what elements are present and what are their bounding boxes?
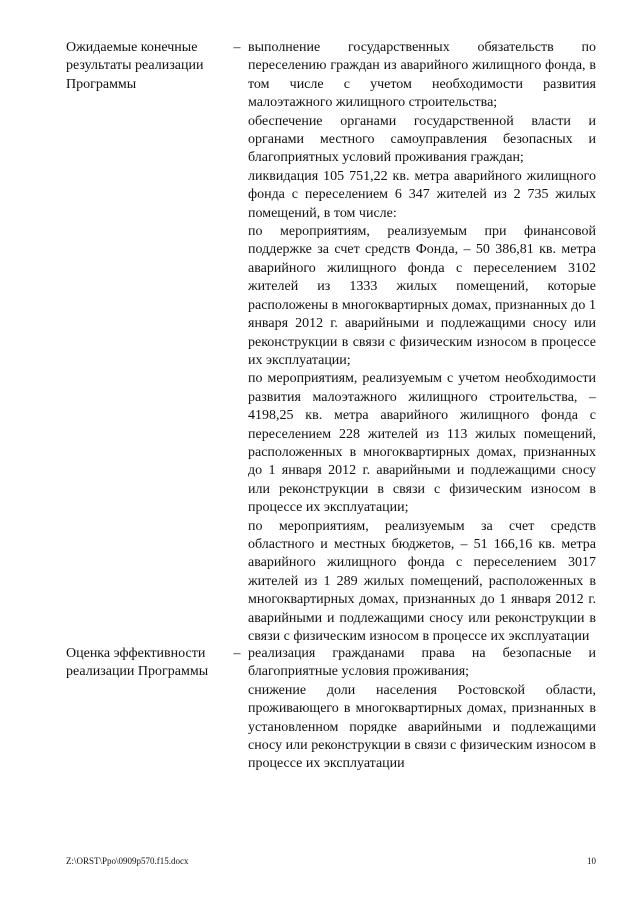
paragraph: по мероприятиям, реализуемым за счет средств областного и местных бюджетов, – 51 166,16 кв. метра аварийного жилищного фонда с переселением 3017 жителей из 1 289 жилых помещений, расположенных в многоквартирных домах, признанных до 1 января 2012 г. аварийными и подлежащими сносу или реконструкции в связи с физическим износом в процессе их эксплуатации xyxy=(248,518,596,644)
section-expected-results xyxy=(66,39,596,646)
section-content xyxy=(248,39,596,646)
paragraph: снижение доли населения Ростовской области, проживающего в многоквартирных домах, признанных в установленном порядке аварийными и подлежащими сносу или реконструкции в связи с физическим износом в процессе их эксплуатации xyxy=(248,682,596,772)
section-label: Ожидаемые конечные результаты реализации Программы xyxy=(66,40,204,92)
page-number: 10 xyxy=(587,856,596,866)
paragraph: выполнение государственных обязательств по переселению граждан из аварийного жилищного фонда, в том числе с учетом необходимости развития малоэтажного жилищного строительства; xyxy=(248,40,596,111)
paragraph: по мероприятиям, реализуемым при финансовой поддержке за счет средств Фонда, – 50 386,81 кв. метра аварийного жилищного фонда с переселением 3102 жителей из 1333 жилых помещений, которые расположены в многоквартирных домах, признанных до 1 января 2012 г. аварийными и подлежащими сносу или реконструкции в связи с физическим износом в процессе их эксплуатации; xyxy=(248,224,596,368)
section-content xyxy=(248,645,596,774)
dash-separator: – xyxy=(233,40,241,55)
paragraph: обеспечение органами государственной власти и органами местного самоуправления безопасных и благоприятных условий проживания граждан; xyxy=(248,113,596,166)
dash-separator: – xyxy=(233,646,241,661)
paragraph: реализация гражданами права на безопасные и благоприятные условия проживания; xyxy=(248,646,596,680)
section-label: Оценка эффективности реализации Программы xyxy=(66,646,209,680)
paragraph: ликвидация 105 751,22 кв. метра аварийного жилищного фонда с переселением 6 347 жителей из 2 735 жилых помещений, в том числе: xyxy=(248,168,596,221)
footer-file-path: Z:\ORST\Ppo\0909p570.f15.docx xyxy=(66,856,189,866)
paragraph: по мероприятиям, реализуемым с учетом необходимости развития малоэтажного жилищного строительства, – 4198,25 кв. метра аварийного жилищного фонда с переселением 228 жителей из 113 жилых помещений, расположенных в многоквартирных домах, признанных до 1 января 2012 г. аварийными и подлежащими сносу или реконструкции в связи с физическим износом в процессе их эксплуатации; xyxy=(248,371,596,516)
section-effectiveness xyxy=(66,645,596,774)
